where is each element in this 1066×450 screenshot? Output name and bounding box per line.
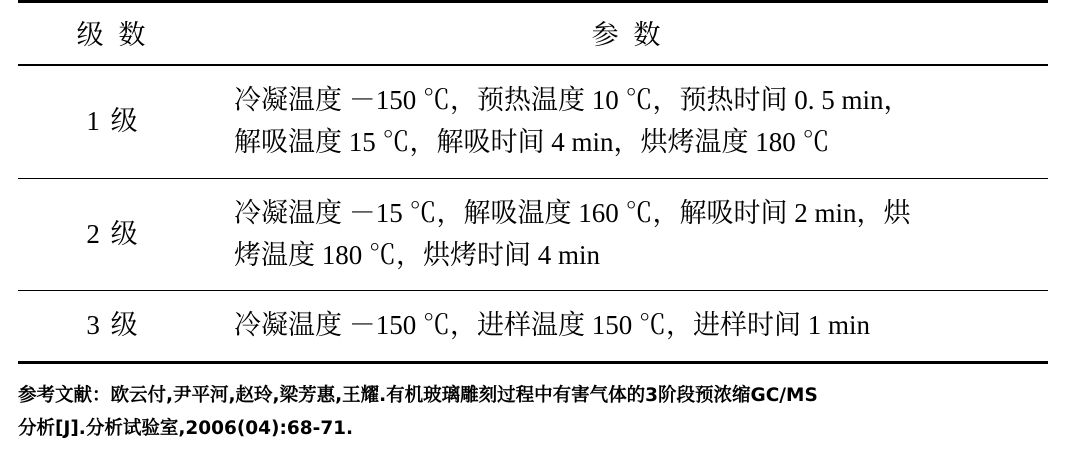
param-line: 冷凝温度 －150 ℃，进样温度 150 ℃，进样时间 1 min <box>234 310 871 341</box>
table-row <box>18 291 1048 363</box>
cell-param <box>208 178 1048 291</box>
param-line: 冷凝温度 －15 ℃，解吸温度 160 ℃，解吸时间 2 min，烘 <box>234 197 911 228</box>
table-header-row <box>18 2 1048 66</box>
param-line: 解吸温度 15 ℃，解吸时间 4 min，烘烤温度 180 ℃ <box>234 126 830 157</box>
table-row <box>18 65 1048 178</box>
cell-level: 2 级 <box>18 178 208 291</box>
header-cell-level: 级 数 <box>18 2 208 66</box>
cell-level: 3 级 <box>18 291 208 363</box>
reference-block <box>18 380 1048 445</box>
table-row <box>18 178 1048 291</box>
param-line: 烤温度 180 ℃，烘烤时间 4 min <box>234 239 601 270</box>
cell-param <box>208 291 1048 363</box>
cell-param <box>208 65 1048 178</box>
parameter-table <box>18 0 1048 364</box>
reference-line-1: 参考文献：欧云付,尹平河,赵玲,梁芳惠,王耀.有机玻璃雕刻过程中有害气体的3阶段预浓缩GC/MS <box>18 385 818 407</box>
cell-level: 1 级 <box>18 65 208 178</box>
param-line: 冷凝温度 －150 ℃，预热温度 10 ℃，预热时间 0. 5 min， <box>234 85 911 115</box>
reference-line-2: 分析[J].分析试验室,2006(04):68-71. <box>18 417 354 439</box>
header-cell-param: 参 数 <box>208 2 1048 66</box>
